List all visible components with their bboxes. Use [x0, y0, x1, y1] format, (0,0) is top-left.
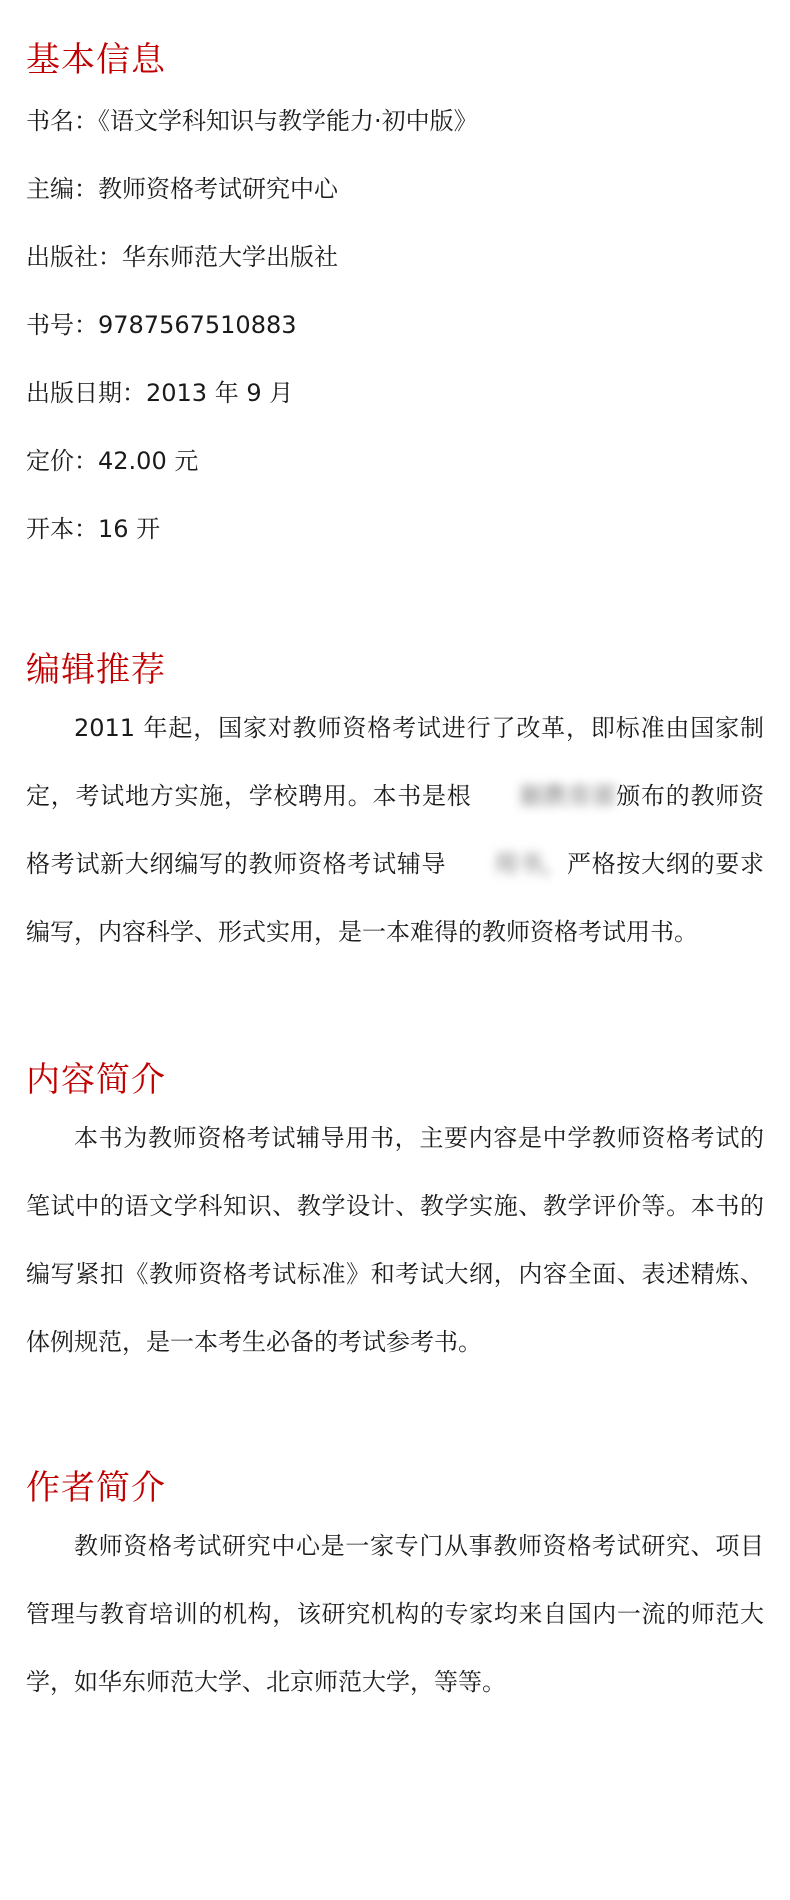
content-intro-text: 本书为教师资格考试辅导用书，主要内容是中学教师资格考试的笔试中的语文学科知识、教学设计、教学实施、教学评价等。本书的编写紧扣《教师资格考试标准》和考试大纲，内容全面、表述精炼、体例规范，是一本考生必备的考试参考书。 [26, 1124, 764, 1356]
author-intro-title: 作者简介 [26, 1468, 166, 1508]
isbn-value: 9787567510883 [98, 311, 297, 339]
blurred-text-1: 据教育部 [519, 782, 616, 810]
editor-row [26, 172, 764, 206]
book-name-value: 《语文学科知识与教学能力·初中版》 [98, 107, 478, 135]
price-row [26, 444, 764, 478]
editor-recommend-text [26, 694, 764, 966]
editor-recommend-title: 编辑推荐 [26, 650, 166, 690]
price-label: 定价： [26, 447, 98, 475]
editor-value: 教师资格考试研究中心 [98, 175, 338, 203]
price-value: 42.00 元 [98, 447, 199, 475]
editor-label: 主编： [26, 175, 98, 203]
recommend-text-part-1: 2011 年起，国家对教师资格考试进行了改革，即标准由国家制定，考试地方实施，学校聘用。本书是根 [26, 714, 764, 810]
recommend-text-part-2: 颁布的教师资格考试新大纲编写的教师资格考试辅导 [26, 782, 764, 878]
blurred-text-2: 用书， [494, 850, 567, 878]
pub-date-label: 出版日期： [26, 379, 146, 407]
author-intro-text: 教师资格考试研究中心是一家专门从事教师资格考试研究、项目管理与教育培训的机构，该研究机构的专家均来自国内一流的师范大学，如华东师范大学、北京师范大学，等等。 [26, 1532, 764, 1696]
book-name-row [26, 104, 764, 138]
content-intro-section [26, 1058, 764, 1376]
publisher-value: 华东师范大学出版社 [122, 243, 338, 271]
format-row [26, 512, 764, 546]
editor-recommend-section [26, 648, 764, 966]
pub-date-value: 2013 年 9 月 [146, 379, 294, 407]
isbn-label: 书号： [26, 311, 98, 339]
publisher-label: 出版社： [26, 243, 122, 271]
book-name-label: 书名： [26, 107, 98, 135]
publisher-row [26, 240, 764, 274]
pub-date-row [26, 376, 764, 410]
format-value: 16 开 [98, 515, 161, 543]
isbn-row [26, 308, 764, 342]
basic-info-title: 基本信息 [26, 40, 166, 80]
recommend-text-part-3: 严格按大纲的要求编写，内容科学、形式实用，是一本难得的教师资格考试用书。 [26, 850, 765, 946]
content-intro-title: 内容简介 [26, 1060, 166, 1100]
author-intro-section [26, 1466, 764, 1716]
basic-info-section [26, 38, 764, 580]
format-label: 开本： [26, 515, 98, 543]
